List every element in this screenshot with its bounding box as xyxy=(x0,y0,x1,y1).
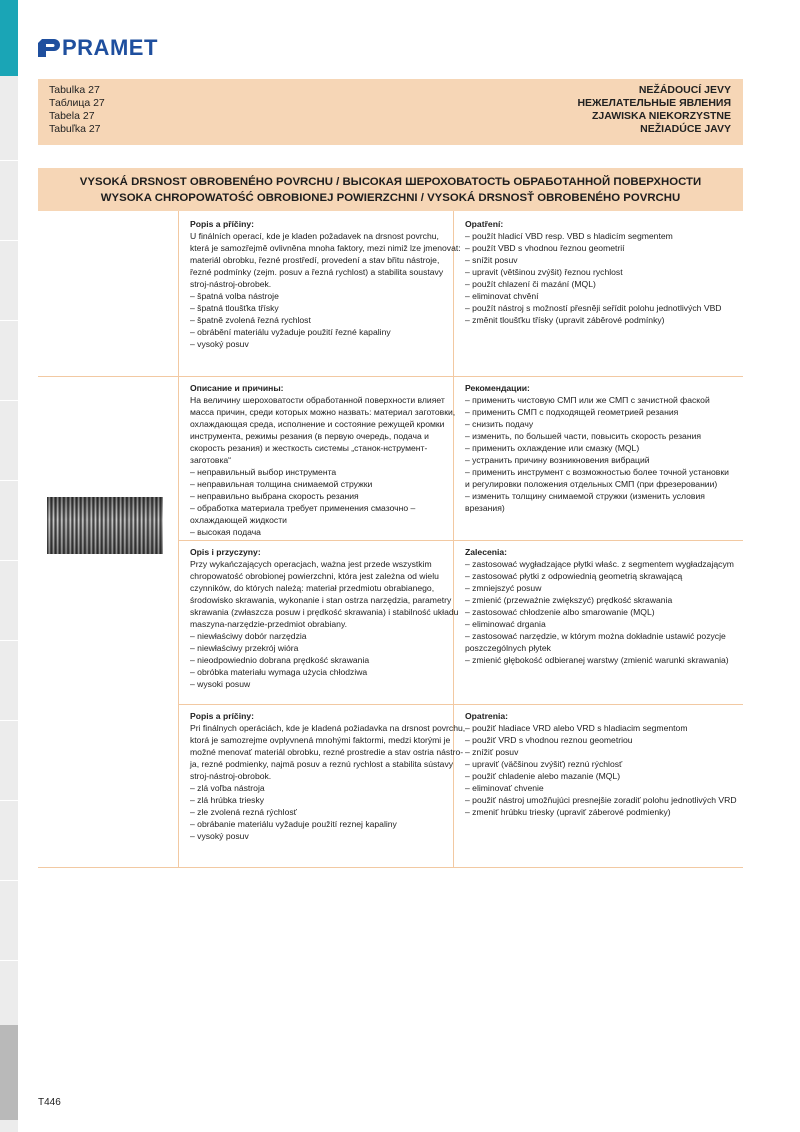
remedies-cell-cz xyxy=(465,218,722,326)
side-strip-marker xyxy=(0,1025,18,1120)
causes-line: – zlá voľba nástroja xyxy=(190,783,265,793)
causes-heading: Popis a příčiny: xyxy=(190,219,254,229)
column-divider xyxy=(178,211,179,867)
causes-line: – obrábanie materiálu vyžaduje použití reznej kapaliny xyxy=(190,819,397,829)
table-label xyxy=(49,84,105,136)
causes-cell-pl xyxy=(190,546,458,690)
remedy-line: – применить инструмент с возможностью более точной установки xyxy=(465,467,729,477)
remedy-line: – zmniejszyć posuw xyxy=(465,583,542,593)
causes-line: – niewłaściwy dobór narzędzia xyxy=(190,631,307,641)
causes-line: – špatná tloušťka třísky xyxy=(190,303,279,313)
side-strip-divider xyxy=(0,800,18,801)
causes-line: – высокая подача xyxy=(190,527,261,537)
remedy-line: – snížit posuv xyxy=(465,255,518,265)
remedies-heading: Opatrenia: xyxy=(465,711,508,721)
causes-line: – obrábění materiálu vyžaduje použití řezné kapaliny xyxy=(190,327,391,337)
remedy-line: – použít hladicí VBD resp. VBD s hladicím segmentem xyxy=(465,231,673,241)
causes-line: možné menovať materiál obrobku, rezné prostredie a stav ostria nástro- xyxy=(190,747,464,757)
surface-sample-image xyxy=(47,497,163,554)
causes-line: – niewłaściwy przekrój wióra xyxy=(190,643,299,653)
causes-line: ja, rezné podmienky, najmä posuv a reznú rychlost a stabilita sústavy xyxy=(190,759,454,769)
causes-line: chropowatość obrobionej powierzchni, która jest zależna od wielu xyxy=(190,571,439,581)
causes-line: – неправильно выбрана скорость резания xyxy=(190,491,359,501)
remedy-line: – zastosować narzędzie, w którym można dokładnie ustawić pozycje xyxy=(465,631,726,641)
remedies-cell-pl xyxy=(465,546,734,666)
causes-line: řezné podmínky (zejm. posuv a řezná rychlost) a stabilita soustavy xyxy=(190,267,444,277)
remedy-line: – použiť hladiace VRD alebo VRD s hladiacim segmentom xyxy=(465,723,688,733)
side-strip-divider xyxy=(0,960,18,961)
side-strip-divider xyxy=(0,160,18,161)
causes-line: Przy wykańczających operacjach, ważna jest przede wszystkim xyxy=(190,559,432,569)
causes-line: охлаждающая среда, исполнение и состояние режущей кромки xyxy=(190,419,445,429)
side-strip-divider xyxy=(0,480,18,481)
causes-line: скорость резания) и жесткость системы „станок-нструмент- xyxy=(190,443,428,453)
causes-line: stroj-nástroj-obrobek. xyxy=(190,279,272,289)
side-strip-divider xyxy=(0,640,18,641)
causes-heading: Popis a príčiny: xyxy=(190,711,254,721)
pramet-logo-icon xyxy=(36,37,60,59)
remedy-line: – znížiť posuv xyxy=(465,747,519,757)
causes-line: – zlá hrúbka triesky xyxy=(190,795,265,805)
table-topic-cz: NEŽÁDOUCÍ JEVY xyxy=(638,84,731,96)
row-divider xyxy=(178,540,743,541)
causes-line: skrawania (zwłaszcza posuw i prędkość skrawania) i stabilność układu xyxy=(190,607,459,617)
remedy-line: – použiť VRD s vhodnou reznou geometriou xyxy=(465,735,633,745)
remedy-line: – снизить подачу xyxy=(465,419,534,429)
remedies-cell-sk xyxy=(465,710,737,818)
table-label-cz: Tabulka 27 xyxy=(49,84,100,96)
remedy-line: – použít VBD s vhodnou řeznou geometrií xyxy=(465,243,625,253)
side-strip-divider xyxy=(0,880,18,881)
causes-line: která je samozřejmě ovlivněna mnoha faktory, mezi nimiž lze jmenovat: xyxy=(190,243,461,253)
page-number: T446 xyxy=(38,1097,61,1108)
remedy-line: – zastosować chłodzenie albo smarowanie (MQL) xyxy=(465,607,655,617)
causes-line: maszyna-narzędzie-przedmiot obrabiany. xyxy=(190,619,347,629)
causes-line: – špatně zvolená řezná rychlost xyxy=(190,315,311,325)
table-label-sk: Tabuľka 27 xyxy=(49,123,101,135)
causes-cell-cz xyxy=(190,218,461,350)
remedy-line: – устранить причину возникновения вибраций xyxy=(465,455,650,465)
causes-heading: Описание и причины: xyxy=(190,383,284,393)
remedy-line: – použiť nástroj umožňujúci presnejšie zoradiť polohu jednotlivých VRD xyxy=(465,795,737,805)
causes-heading: Opis i przyczyny: xyxy=(190,547,261,557)
causes-line: заготовка“ xyxy=(190,455,232,465)
remedy-line: – zmeniť hrúbku triesky (upraviť záberové podmienky) xyxy=(465,807,671,817)
remedy-line: – zmienić (przeważnie zwiększyć) prędkość skrawania xyxy=(465,595,673,605)
remedy-line: – zastosować płytki z odpowiednią geometrią skrawającą xyxy=(465,571,683,581)
remedy-line: – изменить толщину снимаемой стружки (изменить условия xyxy=(465,491,705,501)
causes-cell-ru xyxy=(190,382,455,538)
causes-line: – неправильная толщина снимаемой стружки xyxy=(190,479,373,489)
causes-cell-sk xyxy=(190,710,465,842)
causes-line: środowisko skrawania, wykonanie i stan ostrza narzędzia, parametry xyxy=(190,595,452,605)
causes-line: На величину шероховатости обработанной поверхности влияет xyxy=(190,395,445,405)
causes-line: U finálních operací, kde je kladen požadavek na drsnost povrchu, xyxy=(190,231,439,241)
table-topic-pl: ZJAWISKA NIEKORZYSTNE xyxy=(591,110,731,122)
section-title-line: VYSOKÁ DRSNOST OBROBENÉHO POVRCHU / ВЫСОКАЯ ШЕРОХОВАТОСТЬ ОБРАБОТАННОЙ ПОВЕРХНОСТИ xyxy=(79,176,702,188)
causes-line: ktorá je samozrejme ovplyvnená mnohými faktormi, medzi ktorými je xyxy=(190,735,451,745)
causes-line: materiál obrobku, řezné prostředí, provedení a stav břitu nástroje, xyxy=(190,255,440,265)
causes-line: stroj-nástroj-obrobok. xyxy=(190,771,272,781)
brand-name: PRAMET xyxy=(62,35,158,60)
causes-line: – неправильный выбор инструмента xyxy=(190,467,337,477)
remedy-line: – eliminować drgania xyxy=(465,619,546,629)
remedy-line: – zmienić głębokość odbieranej warstwy (zmienić warunki skrawania) xyxy=(465,655,729,665)
remedy-line: – применить чистовую СМП или же СМП с зачистной фаской xyxy=(465,395,710,405)
remedy-line: – použít chlazení či mazání (MQL) xyxy=(465,279,596,289)
table-label-ru: Таблица 27 xyxy=(49,97,105,109)
side-strip-divider xyxy=(0,720,18,721)
side-strip-divider xyxy=(0,240,18,241)
causes-line: – obróbka materiału wymaga użycia chłodziwa xyxy=(190,667,368,677)
remedies-heading: Рекомендации: xyxy=(465,383,530,393)
remedy-line: – použiť chladenie alebo mazanie (MQL) xyxy=(465,771,621,781)
remedy-line: – upraviť (väčšinou zvýšiť) reznú rýchlosť xyxy=(465,759,623,769)
brand-logo xyxy=(36,36,158,60)
remedy-line: – zastosować wygładzające płytki właśc. z segmentem wygładzającym xyxy=(465,559,734,569)
table-label-pl: Tabela 27 xyxy=(49,110,95,122)
row-divider xyxy=(38,376,743,377)
remedy-line: – eliminovať chvenie xyxy=(465,783,544,793)
table-topic xyxy=(577,84,731,136)
remedies-cell-ru xyxy=(465,382,729,514)
remedy-line: – změnit tloušťku třísky (upravit záběrové podmínky) xyxy=(465,315,665,325)
remedy-line: – изменить, по большей части, повысить скорость резания xyxy=(465,431,702,441)
remedy-line: – upravit (většinou zvýšit) řeznou rychlost xyxy=(465,267,623,277)
side-strip-divider xyxy=(0,320,18,321)
causes-line: – vysoký posuv xyxy=(190,831,249,841)
remedy-line: poszczególnych płytek xyxy=(465,643,551,653)
table-topic-ru: НЕЖЕЛАТЕЛЬНЫЕ ЯВЛЕНИЯ xyxy=(577,97,731,109)
side-strip-divider xyxy=(0,400,18,401)
causes-line: – nieodpowiednio dobrana prędkość skrawania xyxy=(190,655,370,665)
row-divider xyxy=(178,704,743,705)
causes-line: – wysoki posuw xyxy=(190,679,251,689)
causes-line: – vysoký posuv xyxy=(190,339,249,349)
remedy-line: и регулировки положения отдельных СМП (при фрезеровании) xyxy=(465,479,718,489)
causes-line: czynników, do których należą: materiał przedmiotu obrabianego, xyxy=(190,583,435,593)
row-divider xyxy=(38,867,743,868)
remedies-heading: Zalecenia: xyxy=(465,547,508,557)
side-strip xyxy=(0,0,18,1132)
table-topic-sk: NEŽIADÚCE JAVY xyxy=(640,123,731,135)
causes-line: охлаждающей жидкости xyxy=(190,515,287,525)
remedy-line: врезания) xyxy=(465,503,505,513)
side-strip-divider xyxy=(0,560,18,561)
causes-line: инструмента, режимы резания (в первую очередь, подача и xyxy=(190,431,429,441)
causes-line: – обработка материала требует применения смазочно – xyxy=(190,503,416,513)
remedy-line: – eliminovat chvění xyxy=(465,291,539,301)
section-title-line: WYSOKA CHROPOWATOŚĆ OBROBIONEJ POWIERZCHNI / VYSOKÁ DRSNOSŤ OBROBENÉHO POVRCHU xyxy=(100,192,681,204)
causes-line: Pri finálnych operáciách, kde je kladená požiadavka na drsnost povrchu, xyxy=(190,723,466,733)
remedy-line: – применить охлаждение или смазку (MQL) xyxy=(465,443,640,453)
remedy-line: – použít nástroj s možností přesněji seřídit polohu jednotlivých VBD xyxy=(465,303,722,313)
remedy-line: – применить СМП с подходящей геометрией резания xyxy=(465,407,679,417)
table-header xyxy=(38,79,743,145)
causes-line: масса причин, среди которых можно назвать: материал заготовки, xyxy=(190,407,456,417)
remedies-heading: Opatření: xyxy=(465,219,504,229)
section-title xyxy=(38,168,743,211)
causes-line: – zle zvolená rezná rýchlosť xyxy=(190,807,297,817)
causes-line: – špatná volba nástroje xyxy=(190,291,279,301)
side-strip-accent xyxy=(0,0,18,76)
